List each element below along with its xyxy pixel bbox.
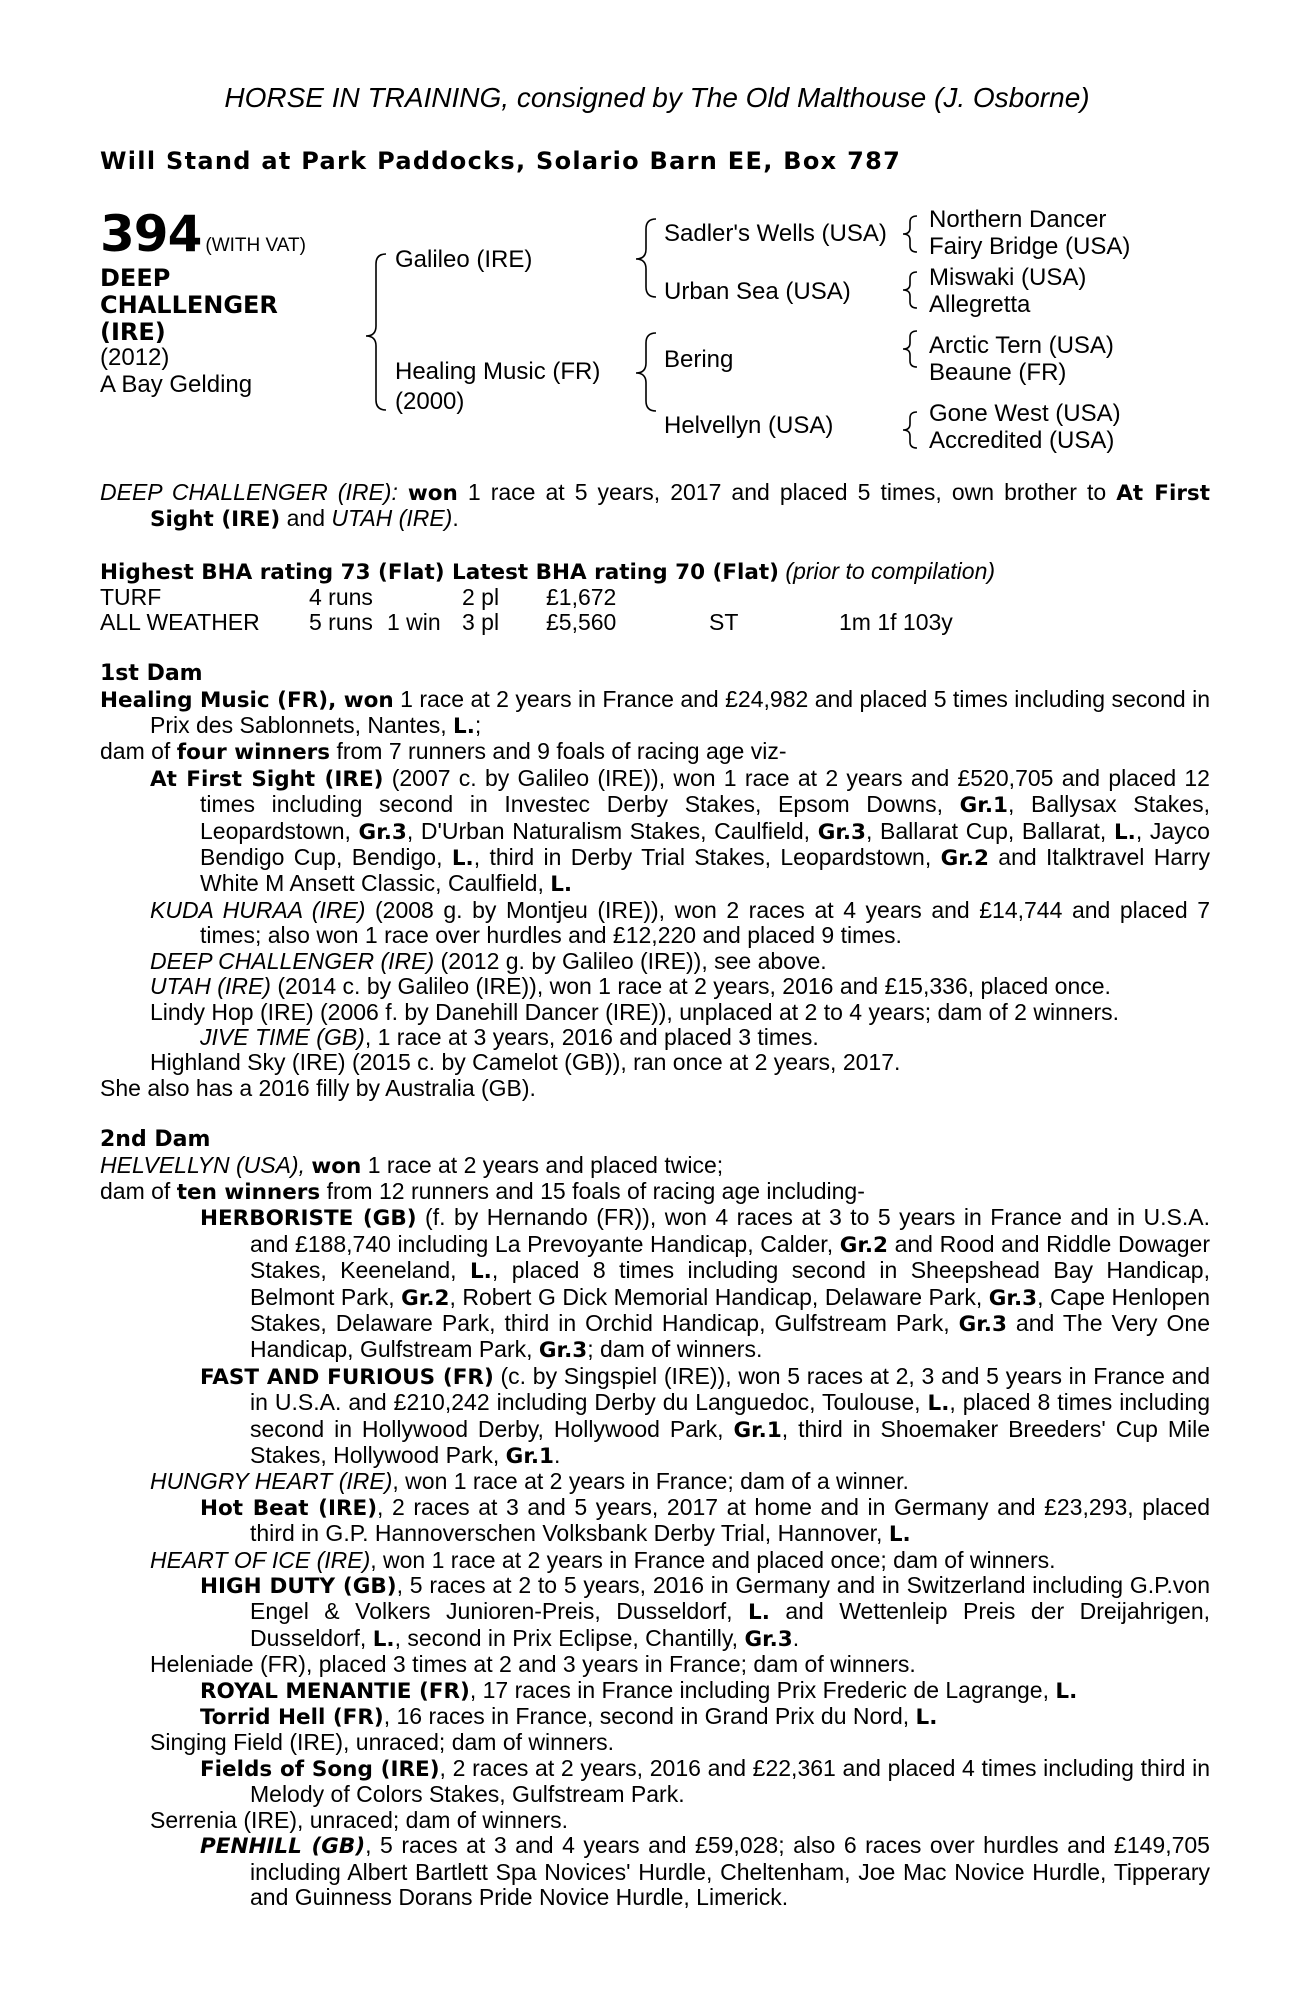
produce-entry (100, 766, 1210, 898)
entry-text: . (792, 1624, 800, 1651)
second-dam-heading: 2nd Dam (100, 1127, 211, 1153)
produce-text: dam of (100, 1177, 177, 1204)
summary-text: 1 race at 5 years, 2017 and placed 5 times, own brother to (457, 479, 1117, 505)
first-dam-record: Healing Music (FR), won 1 race at 2 years in France and £24,982 and placed 5 times including second in Prix des Sablonnets, Nantes, L.; (100, 685, 1210, 740)
summary-text: . (452, 505, 459, 532)
g-bracket-1 (903, 216, 917, 252)
entry-text: and Italktravel Harry White M Ansett Classic, Caulfield, (200, 844, 1210, 897)
earnings-cell: £5,560 (546, 609, 617, 636)
stand-location: Will Stand at Park Paddocks, Solario Barn EE, Box 787 (100, 147, 902, 175)
entry-text: Singing Field (IRE), unraced; dam of winners. (150, 1729, 615, 1756)
entry-text: ; dam of winners. (587, 1336, 763, 1363)
won-label: won (343, 687, 394, 713)
going-cell: ST (709, 609, 739, 636)
listed-label: L. (1055, 1678, 1078, 1704)
vat-note: (WITH VAT) (205, 235, 306, 256)
runs-cell: 4 runs (309, 584, 373, 611)
listed-label: L. (451, 846, 474, 872)
bha-rating: Highest BHA rating 73 (Flat) Latest BHA rating 70 (Flat) (100, 559, 780, 585)
produce-name: Fields of Song (IRE) (200, 1756, 440, 1782)
produce-entry (100, 1573, 1210, 1652)
dam-name: Healing Music (FR) (100, 687, 329, 713)
produce-entry (100, 1050, 1210, 1075)
produce-entry (100, 1678, 1210, 1704)
table-row (100, 585, 953, 610)
listed-label: L. (888, 1522, 911, 1548)
horse-name-line: (IRE) (100, 318, 166, 346)
produce-name: KUDA HURAA (IRE) (150, 896, 366, 923)
entry-text: (f. by Hernando (FR)), won 4 races at 3 to 5 years in France and in U.S.A. and £188,740 including La Prevoyante Handicap, Calder, (250, 1204, 1211, 1257)
surface-cell: ALL WEATHER (100, 609, 260, 636)
g-bracket-4 (903, 412, 917, 448)
sire-bracket (366, 254, 386, 410)
entry-text: Lindy Hop (IRE) (2006 f. by Danehill Dancer (IRE)), unplaced at 2 to 4 years; dam of 2 winners. (150, 998, 1120, 1025)
great-grandparent: Miswaki (USA) (929, 264, 1087, 291)
listed-label: L. (915, 1705, 938, 1731)
entry-text: Serrenia (IRE), unraced; dam of winners. (150, 1806, 569, 1833)
race-summary (100, 480, 1210, 533)
produce-name: DEEP CHALLENGER (IRE) (150, 947, 435, 974)
great-grandparent: Fairy Bridge (USA) (929, 233, 1131, 260)
entry-text: , Jayco Bendigo Cup, Bendigo, (200, 817, 1210, 871)
entry-text: , D'Urban Naturalism Stakes, Caulfield, (406, 817, 818, 844)
dam-line-bracket (636, 333, 656, 411)
entry-text: (2008 g. by Montjeu (IRE)), won 2 races at 4 years and £14,744 and placed 7 times; also won 1 race over hurdles and £12,220 and placed 9 times. (200, 896, 1210, 949)
entry-text: (c. by Singspiel (IRE)), won 5 races at 2, 3 and 5 years in France and in U.S.A. and £210,242 including Derby du Languedoc, Toulouse, (250, 1362, 1210, 1416)
produce-entry (100, 1025, 1210, 1050)
entry-text: and The Very One Handicap, Gulfstream Park, (250, 1309, 1210, 1363)
sibling-name: UTAH (IRE) (331, 505, 453, 532)
grade-label: Gr.3 (358, 819, 407, 845)
foaling-year: (2012) (100, 344, 170, 371)
earnings-cell: £1,672 (546, 584, 617, 611)
produce-text: from 12 runners and 15 foals of racing age including- (320, 1177, 865, 1204)
entry-text: and Wettenleip Preis der Dreijahrigen, Dusseldorf, (250, 1598, 1210, 1651)
record-text: 1 race at 2 years and placed twice; (361, 1151, 724, 1178)
listed-label: L. (748, 1600, 770, 1626)
won-label: won (407, 481, 458, 506)
entry-text: , Cape Henlopen Stakes, Delaware Park, third in Orchid Handicap, Gulfstream Park, (250, 1283, 1210, 1336)
g-bracket-3 (903, 331, 917, 367)
grade-label: Gr.3 (538, 1338, 588, 1364)
surface-cell: TURF (100, 584, 162, 611)
produce-entry (100, 1730, 1210, 1755)
produce-entry (100, 1000, 1210, 1025)
horse-description: A Bay Gelding (100, 371, 253, 398)
wins-cell (387, 585, 462, 610)
ratings-heading (100, 559, 1210, 585)
produce-entry (100, 1808, 1210, 1833)
first-dam-produce (100, 739, 1210, 765)
produce-entry (100, 1364, 1210, 1470)
produce-entry (100, 1756, 1210, 1808)
grade-label: Gr.3 (988, 1285, 1038, 1311)
produce-entry (100, 898, 1210, 949)
produce-name: HUNGRY HEART (IRE) (150, 1468, 393, 1495)
second-dam-record (100, 1153, 1210, 1179)
produce-name: PENHILL (GB) (200, 1834, 366, 1860)
produce-name: Torrid Hell (FR) (200, 1705, 384, 1731)
entry-text: , won 1 race at 2 years in France; dam of a winner. (392, 1468, 909, 1495)
produce-entry (100, 1205, 1210, 1363)
produce-entry (100, 1495, 1210, 1548)
grade-label: Gr.3 (744, 1626, 793, 1652)
grade-label: Gr.3 (958, 1311, 1007, 1337)
entry-text: Heleniade (FR), placed 3 times at 2 and 3 years in France; dam of winners. (150, 1651, 916, 1678)
grade-label: Gr.2 (839, 1232, 888, 1258)
grade-label: Gr.3 (817, 819, 866, 845)
entry-text: and Rood and Riddle Dowager Stakes, Keeneland, (250, 1230, 1210, 1284)
entry-text: , Ballysax Stakes, Leopardstown, (200, 791, 1210, 844)
catalogue-heading: HORSE IN TRAINING, consigned by The Old Malthouse (J. Osborne) (224, 82, 1090, 113)
entry-text: , second in Prix Eclipse, Chantilly, (394, 1624, 745, 1651)
second-dam-produce (100, 1179, 1210, 1205)
table-row (100, 610, 953, 635)
entry-text: , third in Derby Trial Stakes, Leopardstown, (473, 844, 941, 871)
rating-note: (prior to compilation) (785, 557, 996, 584)
produce-entry (100, 974, 1210, 999)
entry-text: , 5 races at 3 and 4 years and £59,028; also 6 races over hurdles and £149,705 including Albert Bartlett Spa Novices' Hurdle, Cheltenham, Joe Mac Novice Hurdle, Tipperary and Guinness Dorans Pride Novice Hurdle, Limerick. (250, 1832, 1210, 1910)
entry-text: , third in Shoemaker Breeders' Cup Mile Stakes, Hollywood Park, (250, 1415, 1210, 1468)
first-dam-heading: 1st Dam (100, 661, 203, 687)
produce-entry (100, 1548, 1210, 1573)
g-bracket-2 (903, 272, 917, 308)
entry-text: , 2 races at 3 and 5 years, 2017 at home and in Germany and £23,293, placed third in G.P. Hannoverschen Volksbank Derby Trial, Hannover, (250, 1493, 1210, 1547)
horse-name-line: DEEP (100, 264, 171, 292)
dam-year: (2000) (395, 388, 465, 415)
grade-label: Gr.1 (505, 1444, 554, 1469)
listed-label: L. (550, 872, 573, 898)
dam-sire: Bering (664, 346, 734, 373)
entry-text: , won 1 race at 2 years in France and placed once; dam of winners. (370, 1546, 1056, 1573)
dam-name: HELVELLYN (USA), (100, 1151, 305, 1178)
winners-count: ten winners (176, 1179, 321, 1205)
wins-cell: 1 win (387, 609, 441, 636)
produce-name: Hot Beat (IRE) (200, 1495, 378, 1521)
entry-text: . (553, 1442, 561, 1468)
entry-text: , placed 8 times including second in Sheepshead Bay Handicap, Belmont Park, (250, 1257, 1210, 1310)
great-grandparent: Arctic Tern (USA) (929, 332, 1114, 359)
grade-label: Gr.2 (401, 1285, 450, 1311)
produce-name: HERBORISTE (GB) (200, 1206, 417, 1232)
entry-text: , 2 races at 2 years, 2016 and £22,361 and placed 4 times including third in Melody of Colors Stakes, Gulfstream Park. (250, 1754, 1211, 1808)
listed-label: L. (453, 714, 475, 740)
entry-text: , 1 race at 3 years, 2016 and placed 3 times. (364, 1023, 819, 1050)
dam: Healing Music (FR) (395, 358, 601, 385)
entry-text: , 17 races in France including Prix Frederic de Lagrange, (469, 1676, 1056, 1703)
sire-dam: Urban Sea (USA) (664, 278, 851, 305)
sibling-name: At First Sight (IRE) (150, 481, 1211, 533)
produce-entry (100, 1469, 1210, 1494)
produce-entry (100, 1833, 1210, 1910)
entry-text: (2007 c. by Galileo (IRE)), won 1 race at 2 years and £520,705 and placed 12 times including second in Investec Derby Stakes, Epsom Downs, (200, 764, 1210, 818)
produce-name: FAST AND FURIOUS (FR) (200, 1364, 494, 1390)
distance-cell (839, 585, 953, 610)
produce-name: ROYAL MENANTIE (FR) (200, 1678, 470, 1704)
horse-name-line: CHALLENGER (100, 291, 278, 319)
great-grandparent: Gone West (USA) (929, 400, 1121, 427)
winners-count: four winners (176, 740, 331, 766)
entry-text: , placed 8 times including second in Hollywood Derby, Hollywood Park, (250, 1389, 1210, 1442)
entry-text: , 16 races in France, second in Grand Prix du Nord, (383, 1703, 916, 1730)
entry-text: , 5 races at 2 to 5 years, 2016 in Germany and in Switzerland including G.P.von Engel & Volkers Junioren-Preis, Dusseldorf, (250, 1572, 1210, 1625)
listed-label: L. (469, 1259, 492, 1285)
great-grandparent: Allegretta (929, 291, 1031, 318)
lot-number: 394 (100, 205, 202, 263)
produce-name: JIVE TIME (GB) (200, 1023, 365, 1050)
grade-label: Gr.1 (733, 1417, 782, 1443)
great-grandparent: Northern Dancer (929, 206, 1107, 233)
record-text: ; (474, 712, 482, 739)
grade-label: Gr.2 (940, 846, 989, 872)
produce-entry (100, 949, 1210, 974)
entry-text: (2014 c. by Galileo (IRE)), won 1 race at 2 years, 2016 and £15,336, placed once. (270, 973, 1111, 1000)
sire-sire: Sadler's Wells (USA) (664, 220, 887, 247)
sire-line-bracket (636, 219, 656, 297)
listed-label: L. (927, 1391, 950, 1417)
grade-label: Gr.1 (959, 793, 1008, 819)
listed-label: L. (1113, 819, 1136, 845)
runs-cell: 5 runs (309, 609, 373, 636)
entry-text: (2012 g. by Galileo (IRE)), see above. (434, 947, 827, 974)
great-grandparent: Accredited (USA) (929, 427, 1115, 454)
produce-name: HEART OF ICE (IRE) (150, 1546, 371, 1573)
summary-text: and (280, 505, 332, 532)
catalogue-body (100, 480, 1210, 1910)
record-text: 1 race at 2 years in France and £24,982 and placed 5 times including second in Prix des Sablonnets, Nantes, (150, 685, 1210, 739)
produce-text: dam of (100, 738, 177, 765)
entry-text: , Ballarat Cup, Ballarat, (866, 817, 1114, 844)
going-cell (709, 585, 839, 610)
performance-table (100, 585, 953, 635)
distance-cell: 1m 1f 103y (839, 609, 953, 636)
won-label: won (311, 1153, 362, 1179)
produce-entry (100, 1704, 1210, 1730)
produce-text: from 7 runners and 9 foals of racing age viz- (330, 738, 787, 765)
dam-dam: Helvellyn (USA) (664, 412, 834, 439)
produce-entry: She also has a 2016 filly by Australia (GB). (100, 1074, 536, 1101)
placed-cell: 3 pl (462, 609, 500, 636)
listed-label: L. (372, 1626, 395, 1652)
great-grandparent: Beaune (FR) (929, 359, 1067, 386)
summary-horse-name: DEEP CHALLENGER (IRE): (100, 479, 398, 505)
sire: Galileo (IRE) (395, 246, 533, 273)
placed-cell: 2 pl (462, 584, 500, 611)
entry-text: , Robert G Dick Memorial Handicap, Delaware Park, (449, 1283, 989, 1310)
produce-name: At First Sight (IRE) (150, 766, 384, 792)
produce-name: UTAH (IRE) (150, 973, 271, 1000)
produce-name: HIGH DUTY (GB) (200, 1574, 397, 1600)
produce-entry (100, 1652, 1210, 1677)
entry-text: Highland Sky (IRE) (2015 c. by Camelot (GB)), ran once at 2 years, 2017. (150, 1049, 901, 1076)
